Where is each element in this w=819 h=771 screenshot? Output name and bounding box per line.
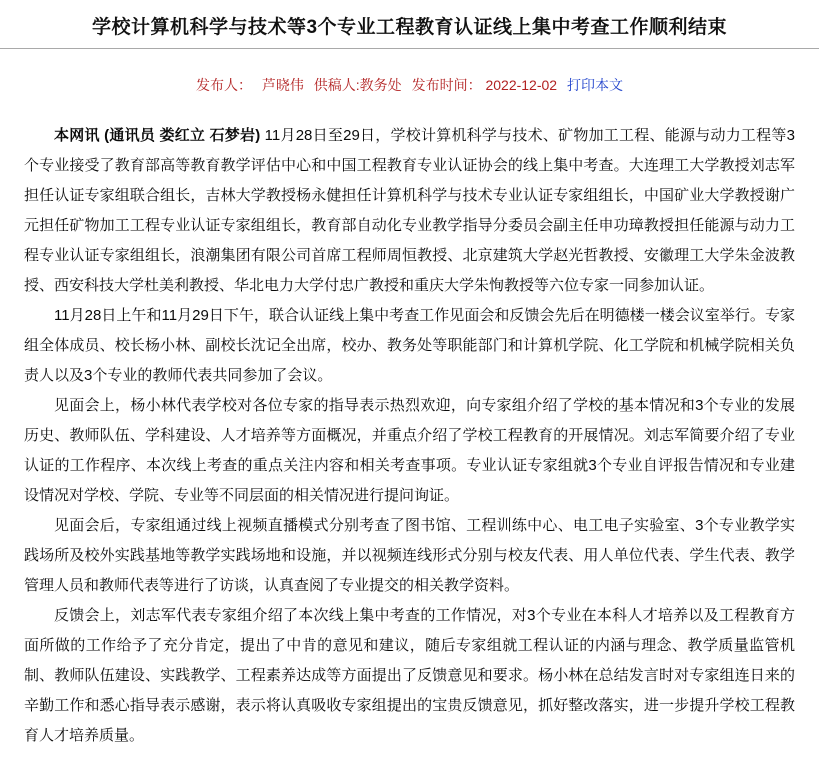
meta-bar xyxy=(0,75,819,95)
publisher-label: 发布人： xyxy=(196,77,253,93)
title-divider xyxy=(0,48,819,49)
publish-time-label: 发布时间： xyxy=(411,77,482,93)
print-link[interactable]: 打印本文 xyxy=(566,77,623,93)
paragraph-1-text: 11月28日至29日，学校计算机科学与技术、矿物加工工程、能源与动力工程等3个专业接受了教育部高等教育教学评估中心和中国工程教育专业认证协会的线上集中考查。大连理工大学教授刘志军担任认证专家组联合组长，吉林大学教授杨永健担任计算机科学与技术专业认证专家组组长，中国矿业大学教授谢广元担任矿物加工工程专业认证专家组组长，教育部自动化专业教学指导分委员会副主任申功璋教授担任能源与动力工程专业认证专家组组长，浪潮集团有限公司首席工程师周恒教授、北京建筑大学赵光哲教授、安徽理工大学朱金波教授、西安科技大学杜美利教授、华北电力大学付忠广教授和重庆大学朱恂教授等六位专家一同参加认证。 xyxy=(24,127,795,294)
contributor: 供稿人:教务处 xyxy=(313,77,402,93)
paragraph-4: 见面会后，专家组通过线上视频直播模式分别考查了图书馆、工程训练中心、电工电子实验室、3个专业教学实践场所及校外实践基地等教学实践场地和设施，并以视频连线形式分别与校友代表、用人单位代表、学生代表、教学管理人员和教师代表等进行了访谈，认真查阅了专业提交的相关教学资料。 xyxy=(24,517,795,594)
paragraph-1 xyxy=(24,121,795,301)
page-title: 学校计算机科学与技术等3个专业工程教育认证线上集中考查工作顺利结束 xyxy=(91,17,728,38)
article-body xyxy=(0,121,819,751)
publish-time: 2022-12-02 xyxy=(485,77,558,93)
intro-lead: 本网讯 (通讯员 娄红立 石梦岩) xyxy=(54,127,265,144)
paragraph-3: 见面会上，杨小林代表学校对各位专家的指导表示热烈欢迎，向专家组介绍了学校的基本情况和3个专业的发展历史、教师队伍、学科建设、人才培养等方面概况，并重点介绍了学校工程教育的开展情况。刘志军简要介绍了专业认证的工作程序、本次线上考查的重点关注内容和相关考查事项。专业认证专家组就3个专业自评报告情况和专业建设情况对学校、学院、专业等不同层面的相关情况进行提问询证。 xyxy=(24,397,795,504)
paragraph-2: 11月28日上午和11月29日下午，联合认证线上集中考查工作见面会和反馈会先后在明德楼一楼会议室举行。专家组全体成员、校长杨小林、副校长沈记全出席，校办、教务处等职能部门和计算机学院、化工学院和机械学院相关负责人以及3个专业的教师代表共同参加了会议。 xyxy=(24,307,795,384)
publisher-name: 芦晓伟 xyxy=(261,77,304,93)
paragraph-5: 反馈会上，刘志军代表专家组介绍了本次线上集中考查的工作情况，对3个专业在本科人才培养以及工程教育方面所做的工作给予了充分肯定，提出了中肯的意见和建议，随后专家组就工程认证的内涵与理念、教学质量监管机制、教师队伍建设、实践教学、工程素养达成等方面提出了反馈意见和要求。杨小林在总结发言时对专家组连日来的辛勤工作和悉心指导表示感谢，表示将认真吸收专家组提出的宝贵反馈意见，抓好整改落实，进一步提升学校工程教育人才培养质量。 xyxy=(24,607,795,744)
